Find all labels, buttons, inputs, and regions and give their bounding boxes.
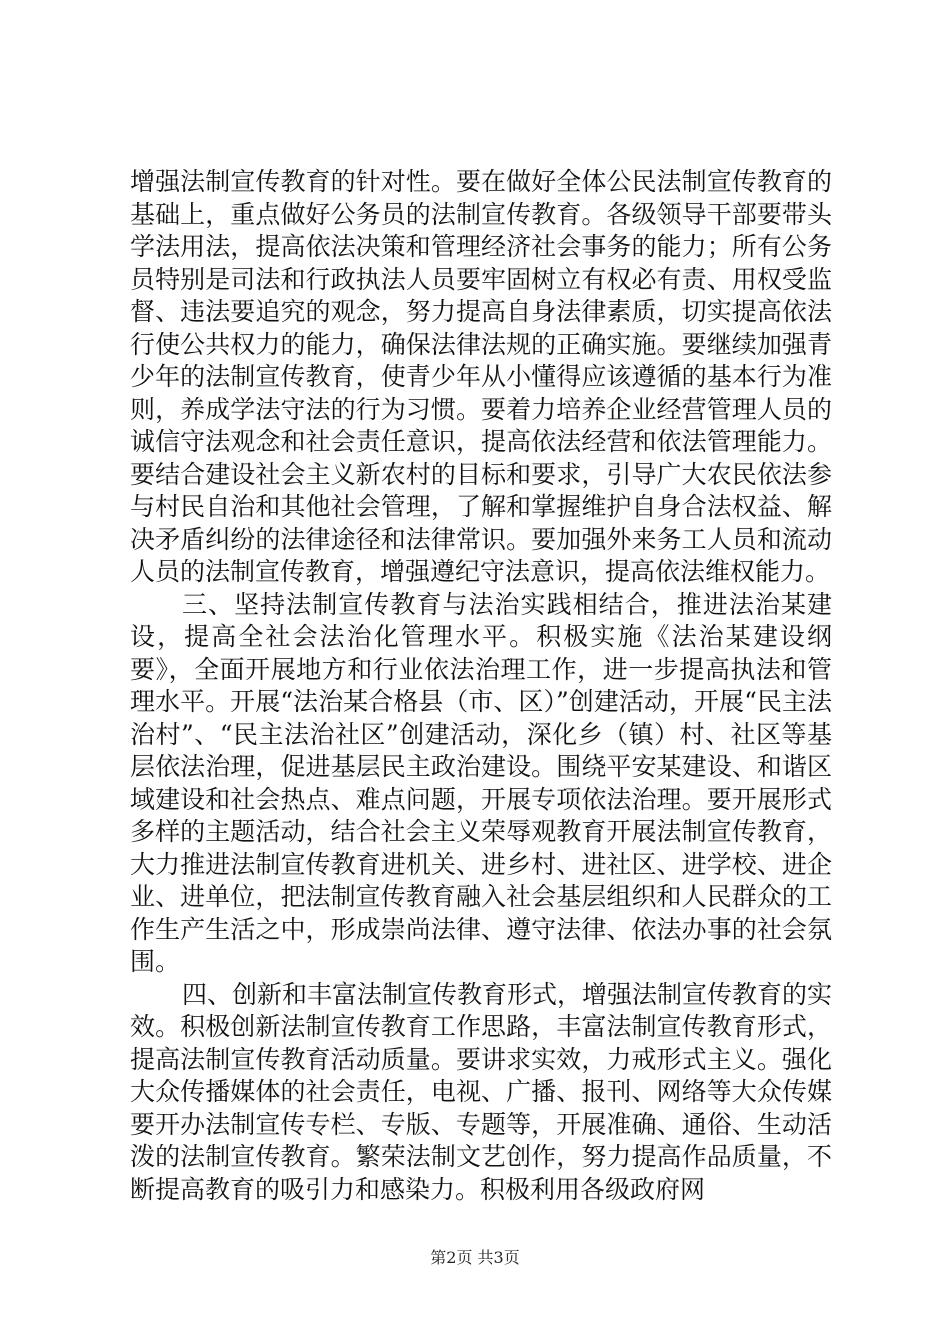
paragraph-1: 增强法制宣传教育的针对性。要在做好全体公民法制宣传教育的基础上，重点做好公务员的法制宣传教育。各级领导干部要带头学法用法，提高依法决策和管理经济社会事务的能力；所有公务员特别是司法和行政执法人员要牢固树立有权必有责、用权受监督、违法要追究的观念，努力提高自身法律素质，切实提高依法行使公共权力的能力，确保法律法规的正确实施。要继续加强青少年的法制宣传教育，使青少年从小懂得应该遵循的基本行为准则，养成学法守法的行为习惯。要着力培养企业经营管理人员的诚信守法观念和社会责任意识，提高依法经营和依法管理能力。要结合建设社会主义新农村的目标和要求，引导广大农民依法参与村民自治和其他社会管理，了解和掌握维护自身合法权益、解决矛盾纠纷的法律途径和法律常识。要加强外来务工人员和流动人员的法制宣传教育，增强遵纪守法意识，提高依法维权能力。	[130, 167, 832, 586]
document-body	[130, 166, 832, 1206]
page-number: 第2页 共3页	[430, 1248, 520, 1267]
paragraph-3: 四、创新和丰富法制宣传教育形式，增强法制宣传教育的实效。积极创新法制宣传教育工作思路，丰富法制宣传教育形式，提高法制宣传教育活动质量。要讲求实效，力戒形式主义。强化大众传播媒体的社会责任，电视、广播、报刊、网络等大众传媒要开办法制宣传专栏、专版、专题等，开展准确、通俗、生动活泼的法制宣传教育。繁荣法制文艺创作，努力提高作品质量，不断提高教育的吸引力和感染力。积极利用各级政府网	[130, 979, 833, 1204]
page-footer	[0, 1248, 950, 1268]
paragraph-2: 三、坚持法制宣传教育与法治实践相结合，推进法治某建设，提高全社会法治化管理水平。积极实施《法治某建设纲要》，全面开展地方和行业依法治理工作，进一步提高执法和管理水平。开展“法治某合格县（市、区）”创建活动，开展“民主法治村”、“民主法治社区”创建活动，深化乡（镇）村、社区等基层依法治理，促进基层民主政治建设。围绕平安某建设、和谐区域建设和社会热点、难点问题，开展专项依法治理。要开展形式多样的主题活动，结合社会主义荣辱观教育开展法制宣传教育，大力推进法制宣传教育进机关、进乡村、进社区、进学校、进企业、进单位，把法制宣传教育融入社会基层组织和人民群众的工作生产生活之中，形成崇尚法律、遵守法律、依法办事的社会氛围。	[130, 589, 832, 976]
